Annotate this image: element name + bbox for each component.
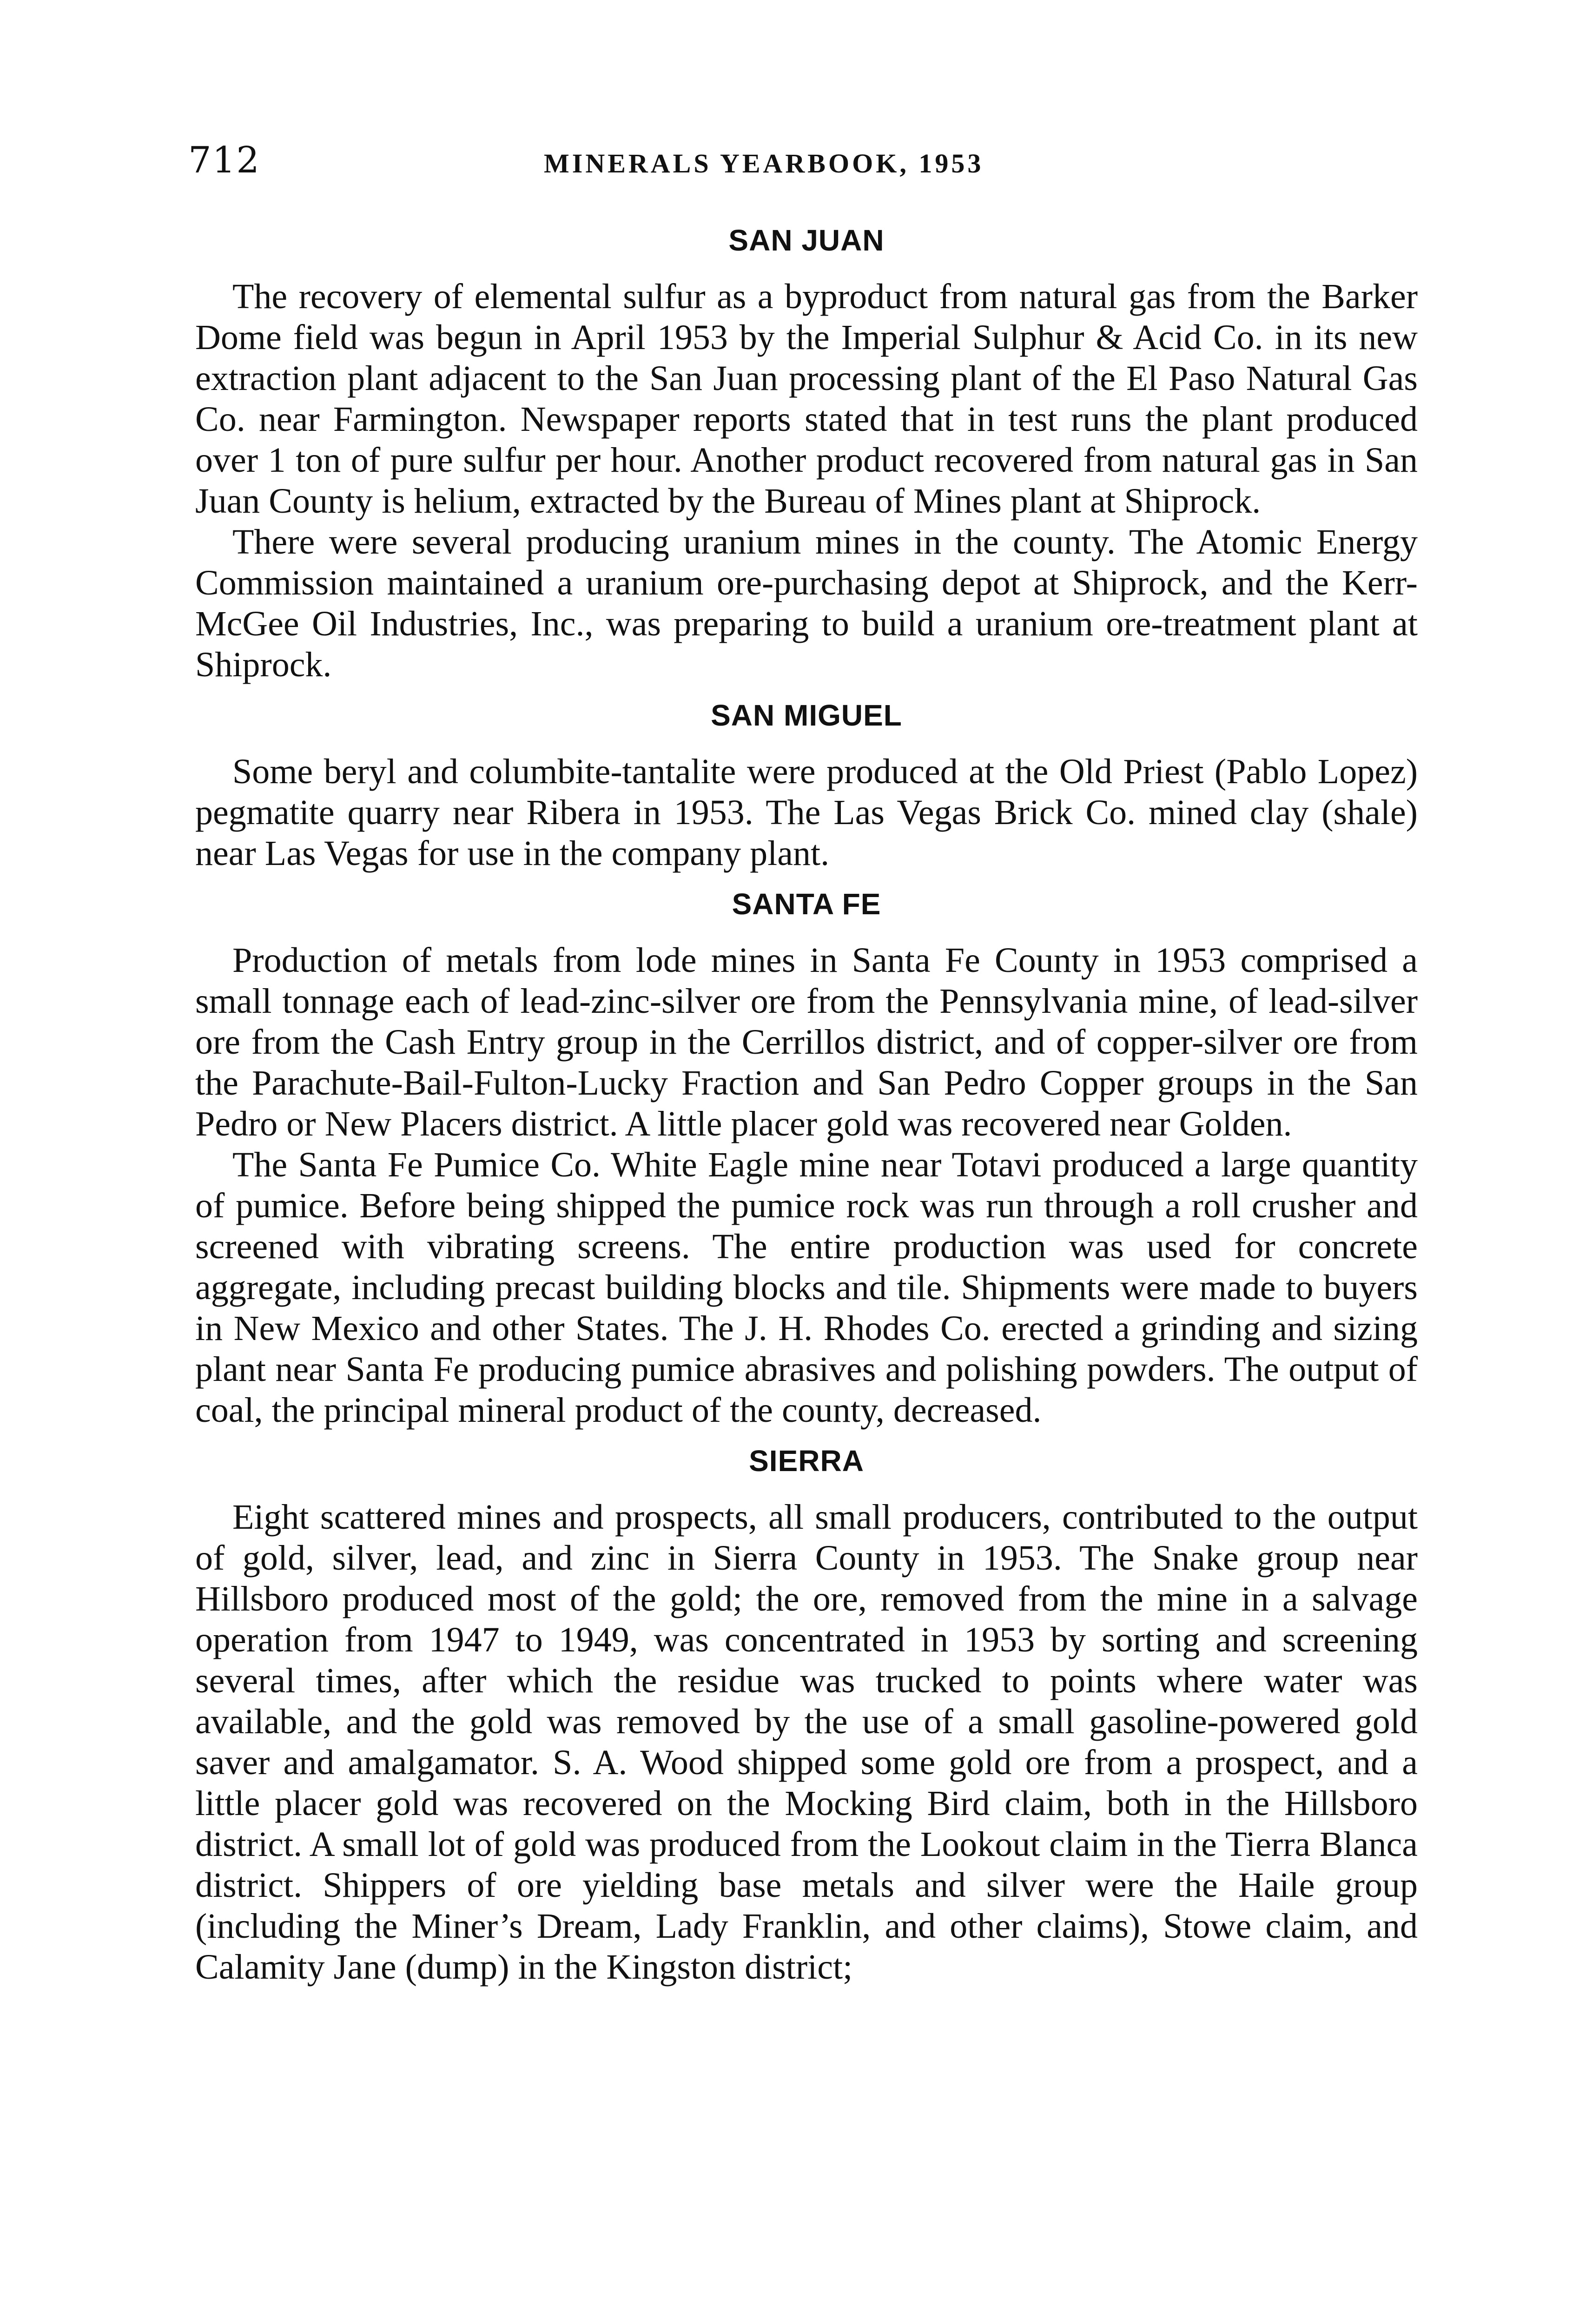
- paragraph: Production of metals from lode mines in Santa Fe County in 1953 comprised a small tonnage each of lead-zinc-silver ore from the Pennsylvania mine, of lead-silver ore from the Cash Entry group in the Cerrillos district, and of copper-silver ore from the Parachute-Bail-Fulton-Lucky Fraction and San Pedro Copper groups in the San Pedro or New Placers district. A little placer gold was recovered near Golden.: [195, 941, 1418, 1143]
- paragraph: The Santa Fe Pumice Co. White Eagle mine near Totavi produced a large quantity of pumice. Before being shipped the pumice rock was run through a roll crusher and screened with vibrating screens. The entire production was used for concrete aggregate, including precast building blocks and tile. Shipments were made to buyers in New Mexico and other States. The J. H. Rhodes Co. erected a grinding and sizing plant near Santa Fe producing pumice abrasives and polishing powders. The output of coal, the principal mineral product of the county, decreased.: [195, 1145, 1418, 1430]
- running-head: [188, 139, 1418, 191]
- page-number: 712: [188, 139, 260, 181]
- running-title: MINERALS YEARBOOK, 1953: [544, 148, 984, 178]
- section-sierra: [195, 1444, 1418, 1987]
- document-page: [188, 139, 1418, 1987]
- section-santa-fe: [195, 887, 1418, 1431]
- paragraph: Some beryl and columbite-tantalite were produced at the Old Priest (Pablo Lopez) pegmatite quarry near Ribera in 1953. The Las Vegas Brick Co. mined clay (shale) near Las Vegas for use in the company plant.: [195, 752, 1418, 873]
- section-heading: SAN MIGUEL: [711, 699, 902, 732]
- section-heading: SIERRA: [749, 1444, 864, 1478]
- section-san-miguel: [195, 698, 1418, 874]
- paragraph: There were several producing uranium mines in the county. The Atomic Energy Commission maintained a uranium ore-purchasing depot at Shiprock, and the Kerr-McGee Oil Industries, Inc., was preparing to build a uranium ore-treatment plant at Shiprock.: [195, 522, 1418, 684]
- section-heading: SANTA FE: [732, 887, 881, 921]
- paragraph: The recovery of elemental sulfur as a byproduct from natural gas from the Barker Dome field was begun in April 1953 by the Imperial Sulphur & Acid Co. in its new extraction plant adjacent to the San Juan processing plant of the El Paso Natural Gas Co. near Farmington. Newspaper reports stated that in test runs the plant produced over 1 ton of pure sulfur per hour. Another product recovered from natural gas in San Juan County is helium, extracted by the Bureau of Mines plant at Shiprock.: [195, 277, 1418, 521]
- paragraph: Eight scattered mines and prospects, all small producers, contributed to the output of gold, silver, lead, and zinc in Sierra County in 1953. The Snake group near Hillsboro produced most of the gold; the ore, removed from the mine in a salvage operation from 1947 to 1949, was concentrated in 1953 by sorting and screening several times, after which the residue was trucked to points where water was available, and the gold was removed by the use of a small gasoline-powered gold saver and amalgamator. S. A. Wood shipped some gold ore from a prospect, and a little placer gold was recovered on the Mocking Bird claim, both in the Hillsboro district. A small lot of gold was produced from the Lookout claim in the Tierra Blanca district. Shippers of ore yielding base metals and silver were the Haile group (including the Miner’s Dream, Lady Franklin, and other claims), Stowe claim, and Calamity Jane (dump) in the Kingston district;: [195, 1498, 1418, 1987]
- section-san-juan: [195, 223, 1418, 685]
- section-heading: SAN JUAN: [728, 224, 885, 257]
